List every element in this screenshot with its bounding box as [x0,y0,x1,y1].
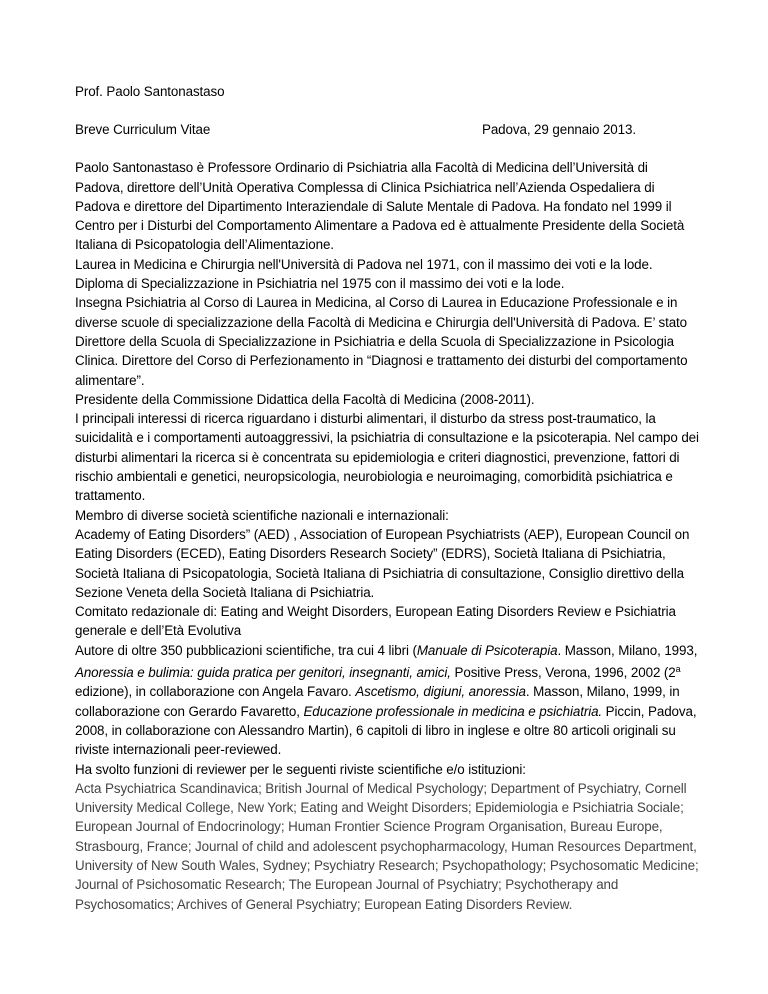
cv-document [75,82,699,914]
document-title: Breve Curriculum Vitae [75,122,211,138]
diploma-paragraph: Diploma di Specializzazione in Psichiatria nel 1975 con il massimo dei voti e la lode. [75,276,565,292]
editorial-board-paragraph: Comitato redazionale di: Eating and Weight Disorders, European Eating Disorders Review e Psichiatria generale e dell’Età Evolutiva [75,604,676,639]
book-title: Manuale di Psicoterapia [416,642,558,658]
book-title: Anoressia e bulimia: guida pratica per genitori, insegnanti, amici, [75,665,451,681]
intro-paragraph: Paolo Santonastaso è Professore Ordinario di Psichiatria alla Facoltà di Medicina dell’Università di Padova, direttore dell’Unità Operativa Complessa di Clinica Psichiatrica nell’Azienda Ospedaliera di Padova e direttore del Dipartimento Interaziendale di Salute Mentale di Padova. Ha fondato nel 1999 il Centro per i Disturbi del Comportamento Alimentare a Padova ed è attualmente Presidente della Società Italiana di Psicopatologia dell’Alimentazione. [75,160,685,253]
publications-paragraph: Autore di oltre 350 pubblicazioni scientifiche, tra cui 4 libri (Manuale di Psicoterapia. Masson, Milano, 1993, Anoressia e bulimia: guida pratica per genitori, insegnanti, amici, Positive Press, Verona, 1996, 2002 (2$^a$ edizione), in collaborazione con Angela Favaro. Ascetismo, digiuni, anoressia. Masson, Milano, 1999, in collaborazione con Gerardo Favaretto, Educazione professionale in medicina e psichiatria. Piccin, Padova, 2008, in collaborazione con Alessandro Martin), 6 capitoli di libro in inglese e oltre 80 articoli originali su riviste internazionali peer-reviewed. [75,642,698,758]
document-header [75,120,699,139]
edition-superscript: a [675,664,681,675]
book-title: Ascetismo, digiuni, anoressia [355,684,526,700]
president-paragraph: Presidente della Commissione Didattica della Facoltà di Medicina (2008-2011). [75,391,535,407]
reviewer-list: Acta Psychiatrica Scandinavica; British Journal of Medical Psychology; Department of Psychiatry, Cornell University Medical College, New York; Eating and Weight Disorders; Epidemiologia e Psichiatria Sociale; European Journal of Endocrinology; Human Frontier Science Program Organisation, Bureau Europe, Strasbourg, France; Journal of child and adolescent psychopharmacology, Human Resources Department, University of New South Wales, Sydney; Psychiatry Research; Psychopathology; Psychosomatic Medicine; Journal of Psichosomatic Research; The European Journal of Psychiatry; Psychotherapy and Psychosomatics; Archives of General Psychiatry; European Eating Disorders Review. [75,780,699,912]
author-name: Prof. Paolo Santonastaso [75,84,225,99]
membership-paragraph: Membro di diverse società scientifiche nazionali e internazionali: [75,507,449,523]
place-date: Padova, 29 gennaio 2013. [482,122,636,138]
research-paragraph: I principali interessi di ricerca riguardano i disturbi alimentari, il disturbo da stress post-traumatico, la suicidalità e i comportamenti autoaggressivi, la psichiatria di consultazione e la psicoterapia. Nel campo dei disturbi alimentari la ricerca si è concentrata su epidemiologia e criteri diagnostici, prevenzione, fattori di rischio ambientali e genetici, neuropsicologia, neurobiologia e neuroimaging, comorbidità psichiatrica e trattamento. [75,411,699,504]
societies-paragraph: Academy of Eating Disorders” (AED) , Association of European Psychiatrists (AEP), European Council on Eating Disorders (ECED), Eating Disorders Research Society” (EDRS), Società Italiana di Psichiatria, Società Italiana di Psicopatologia, Società Italiana di Psichiatria di consultazione, Consiglio direttivo della Sezione Veneta della Società Italiana di Psichiatria. [75,526,690,600]
teaching-paragraph: Insegna Psichiatria al Corso di Laurea in Medicina, al Corso di Laurea in Educazione Professionale e in diverse scuole di specializzazione della Facoltà di Medicina e Chirurgia dell'Università di Padova. E’ stato Direttore della Scuola di Specializzazione in Psichiatria e della Scuola di Specializzazione in Psicologia Clinica. Direttore del Corso di Perfezionamento in “Diagnosi e trattamento dei disturbi del comportamento alimentare”. [75,295,688,388]
book-title: Educazione professionale in medicina e psichiatria. [303,703,603,719]
laurea-paragraph: Laurea in Medicina e Chirurgia nell'Università di Padova nel 1971, con il massimo dei voti e la lode. [75,256,653,272]
reviewer-intro: Ha svolto funzioni di reviewer per le seguenti riviste scientifiche e/o istituzioni: [75,761,526,777]
